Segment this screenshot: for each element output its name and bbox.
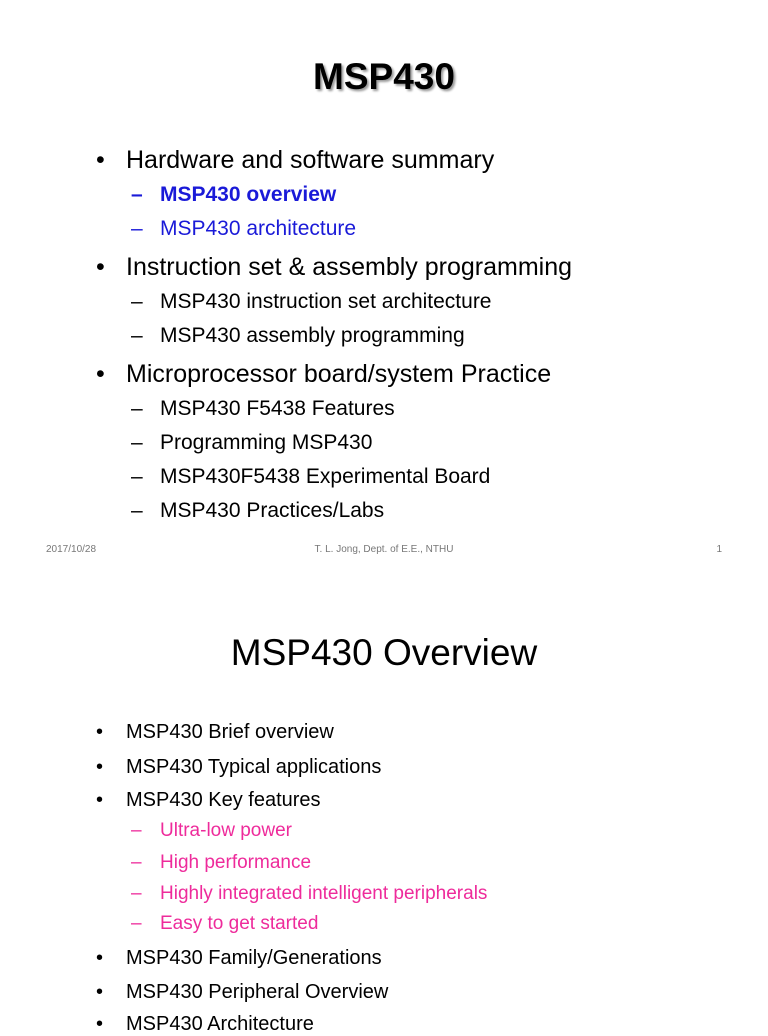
dash-icon: – <box>131 324 143 347</box>
dash-icon: – <box>131 217 143 240</box>
slide-2-title: MSP430 Overview <box>230 632 538 673</box>
footer-author: T. L. Jong, Dept. of E.E., NTHU <box>314 544 454 555</box>
bullet-icon: • <box>96 721 104 743</box>
footer-page-number: 1 <box>716 544 722 555</box>
dash-icon: – <box>131 431 143 454</box>
bullet-icon: • <box>96 146 105 174</box>
bullet-icon: • <box>96 1013 104 1035</box>
dash-icon: – <box>131 499 143 522</box>
bullet-icon: • <box>96 789 104 811</box>
bullet-icon: • <box>96 756 104 778</box>
dash-icon: – <box>131 465 143 488</box>
footer-date: 2017/10/28 <box>46 544 97 555</box>
dash-icon: – <box>131 397 143 420</box>
dash-icon: – <box>131 913 142 934</box>
bullet-icon: • <box>96 947 104 969</box>
bullet-icon: • <box>96 981 104 1003</box>
bullet-icon: • <box>96 253 105 281</box>
dash-icon: – <box>131 820 142 841</box>
dash-icon: – <box>131 183 143 206</box>
dash-icon: – <box>131 290 143 313</box>
bullet-icon: • <box>96 360 105 388</box>
slide-1-title: MSP430 <box>313 56 455 97</box>
dash-icon: – <box>131 852 142 873</box>
dash-icon: – <box>131 883 142 904</box>
